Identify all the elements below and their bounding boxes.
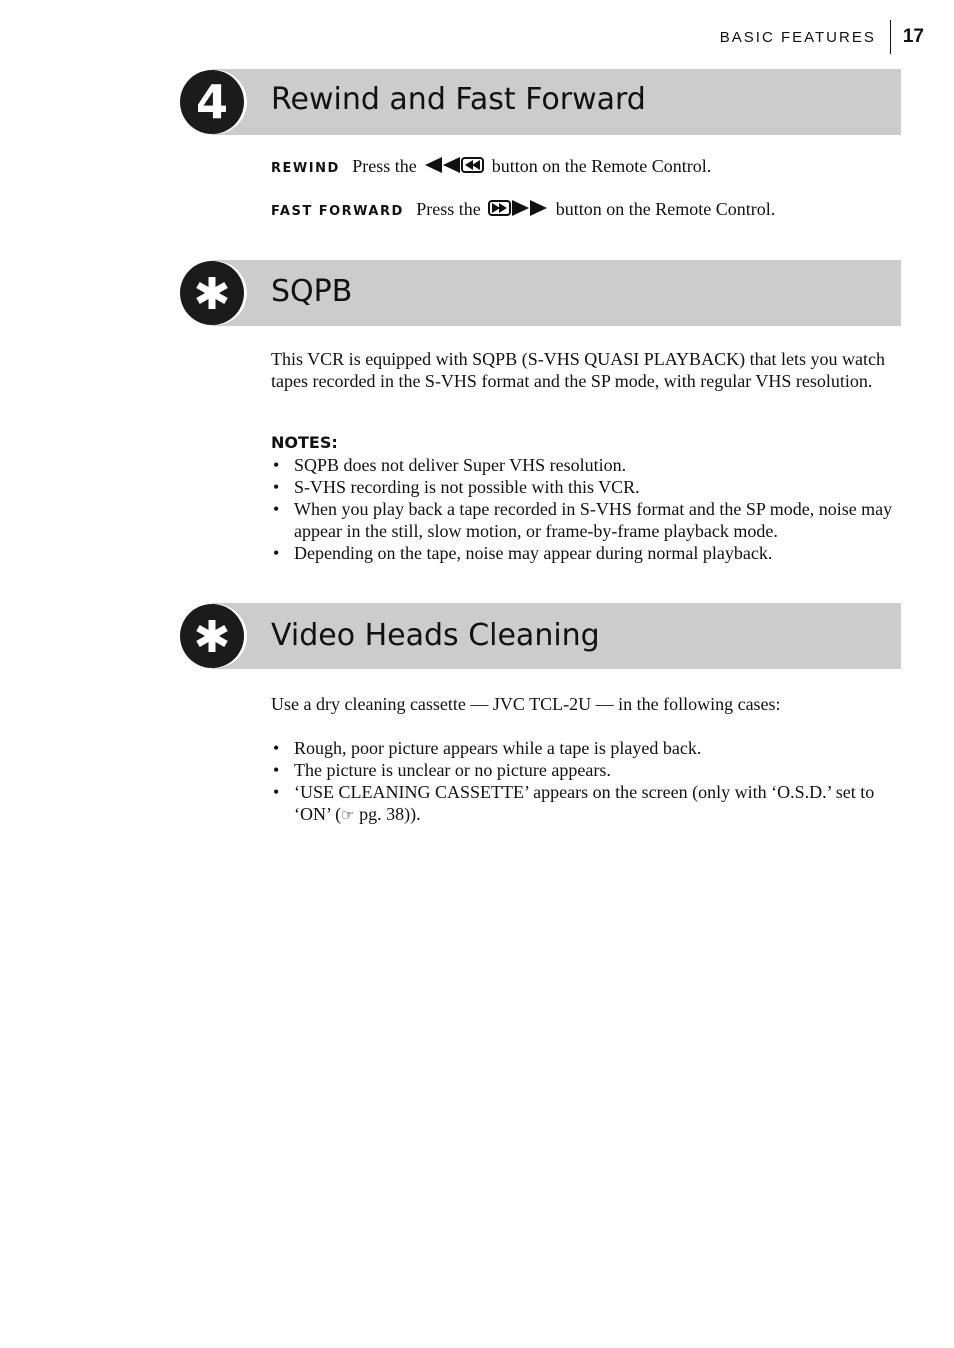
note-text: Depending on the tape, noise may appear during normal playback. xyxy=(294,543,773,563)
note-text: When you play back a tape recorded in S-VHS format and the SP mode, noise may appear in the still, slow motion, or frame-by-frame playback mode. xyxy=(294,499,893,541)
list-item: • The picture is unclear or no picture appears. xyxy=(273,760,611,780)
case-text: The picture is unclear or no picture appears. xyxy=(294,760,611,780)
note-text: S-VHS recording is not possible with this VCR. xyxy=(294,477,640,497)
rewind-label: REWIND xyxy=(271,161,340,176)
cleaning-cases-list xyxy=(271,737,901,826)
list-item: • SQPB does not deliver Super VHS resolution. xyxy=(273,455,627,475)
rewind-pre-text: Press the xyxy=(352,156,417,176)
list-item: • Depending on the tape, noise may appear during normal playback. xyxy=(273,543,773,563)
asterisk-icon xyxy=(192,273,232,313)
rewind-post-text: button on the Remote Control. xyxy=(491,156,712,176)
section-title-rewind: Rewind and Fast Forward xyxy=(271,82,646,117)
list-item: • Rough, poor picture appears while a tape is played back. xyxy=(273,738,702,758)
asterisk-badge xyxy=(180,261,244,325)
asterisk-badge xyxy=(180,604,244,668)
section-title-sqpb: SQPB xyxy=(271,274,353,309)
page-number: 17 xyxy=(902,26,924,47)
case-text xyxy=(294,782,874,824)
pointing-hand-icon: ☞ xyxy=(341,806,355,824)
cleaning-paragraph: Use a dry cleaning cassette — JVC TCL-2U — in the following cases: xyxy=(271,694,781,714)
asterisk-icon xyxy=(192,616,232,656)
fast-forward-pre-text: Press the xyxy=(416,199,481,219)
fast-forward-label: FAST FORWARD xyxy=(271,204,404,219)
running-head xyxy=(720,22,924,52)
section-title-cleaning: Video Heads Cleaning xyxy=(271,618,600,653)
rewind-icon xyxy=(423,156,485,179)
list-item: • S-VHS recording is not possible with this VCR. xyxy=(273,477,640,497)
case-text-start: ‘USE CLEANING CASSETTE’ appears on the screen (only with ‘O.S.D.’ set to ‘ON’ ( xyxy=(294,782,875,824)
fast-forward-icon xyxy=(487,199,549,222)
header-divider xyxy=(890,20,891,54)
fast-forward-line xyxy=(271,198,775,223)
section-number-badge xyxy=(180,70,244,134)
notes-label: NOTES: xyxy=(271,433,338,452)
badge-number: 4 xyxy=(195,75,228,129)
sqpb-paragraph: This VCR is equipped with SQPB (S-VHS QUASI PLAYBACK) that lets you watch tapes recorded in the S-VHS format and the SP mode, with regular VHS resolution. xyxy=(271,349,886,391)
fast-forward-post-text: button on the Remote Control. xyxy=(555,199,776,219)
rewind-line xyxy=(271,155,711,180)
note-text: SQPB does not deliver Super VHS resolution. xyxy=(294,455,627,475)
notes-list xyxy=(271,454,901,564)
case-text: Rough, poor picture appears while a tape is played back. xyxy=(294,738,702,758)
list-item: • When you play back a tape recorded in S-VHS format and the SP mode, noise may appear in the still, slow motion, or frame-by-frame playback mode. xyxy=(273,499,893,541)
case-text-end: pg. 38)). xyxy=(354,804,421,824)
section-name: BASIC FEATURES xyxy=(719,28,876,46)
list-item: • ‘USE CLEANING CASSETTE’ appears on the screen (only with ‘O.S.D.’ set to ‘ON’ (☞ pg. 38)). xyxy=(273,782,875,824)
